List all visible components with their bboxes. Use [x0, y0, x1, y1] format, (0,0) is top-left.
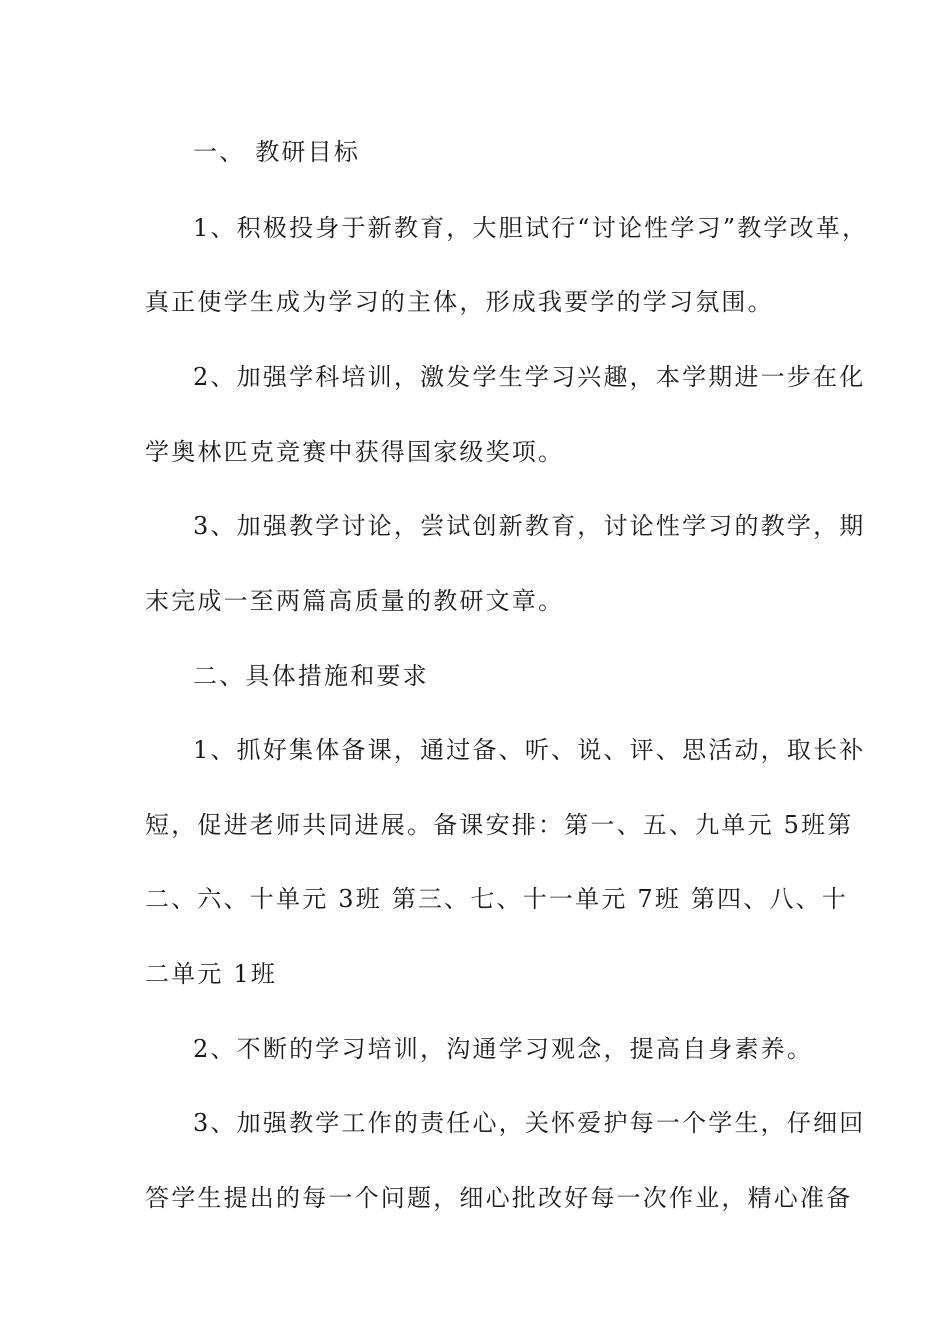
paragraph-line: 3、加强教学工作的责任心，关怀爱护每一个学生，仔细回	[193, 1109, 866, 1137]
paragraph-line: 2、不断的学习培训，沟通学习观念，提高自身素养。	[193, 1035, 814, 1063]
paragraph-line: 3、加强教学讨论，尝试创新教育，讨论性学习的教学，期	[193, 512, 866, 540]
paragraph-line: 学奥林匹克竞赛中获得国家级奖项。	[145, 438, 565, 466]
paragraph-line: 答学生提出的每一个问题，细心批改好每一次作业，精心准备	[145, 1184, 853, 1212]
paragraph-line: 二、六、十单元 3班 第三、七、十一单元 7班 第四、八、十	[145, 885, 849, 913]
paragraph-line: 1、积极投身于新教育，大胆试行“讨论性学习”教学改革，	[193, 214, 869, 242]
section-heading-2: 二、具体措施和要求	[193, 662, 429, 690]
paragraph-line: 末完成一至两篇高质量的教研文章。	[145, 587, 565, 615]
paragraph-line: 短，促进老师共同进展。备课安排：第一、五、九单元 5班第	[145, 811, 854, 839]
paragraph-line: 1、抓好集体备课，通过备、听、说、评、思活动，取长补	[193, 736, 866, 764]
paragraph-line: 二单元 1班	[145, 960, 278, 988]
section-heading-1: 一、 教研目标	[193, 138, 361, 166]
paragraph-line: 2、加强学科培训，激发学生学习兴趣，本学期进一步在化	[193, 363, 866, 391]
paragraph-line: 真正使学生成为学习的主体，形成我要学的学习氛围。	[145, 288, 774, 316]
